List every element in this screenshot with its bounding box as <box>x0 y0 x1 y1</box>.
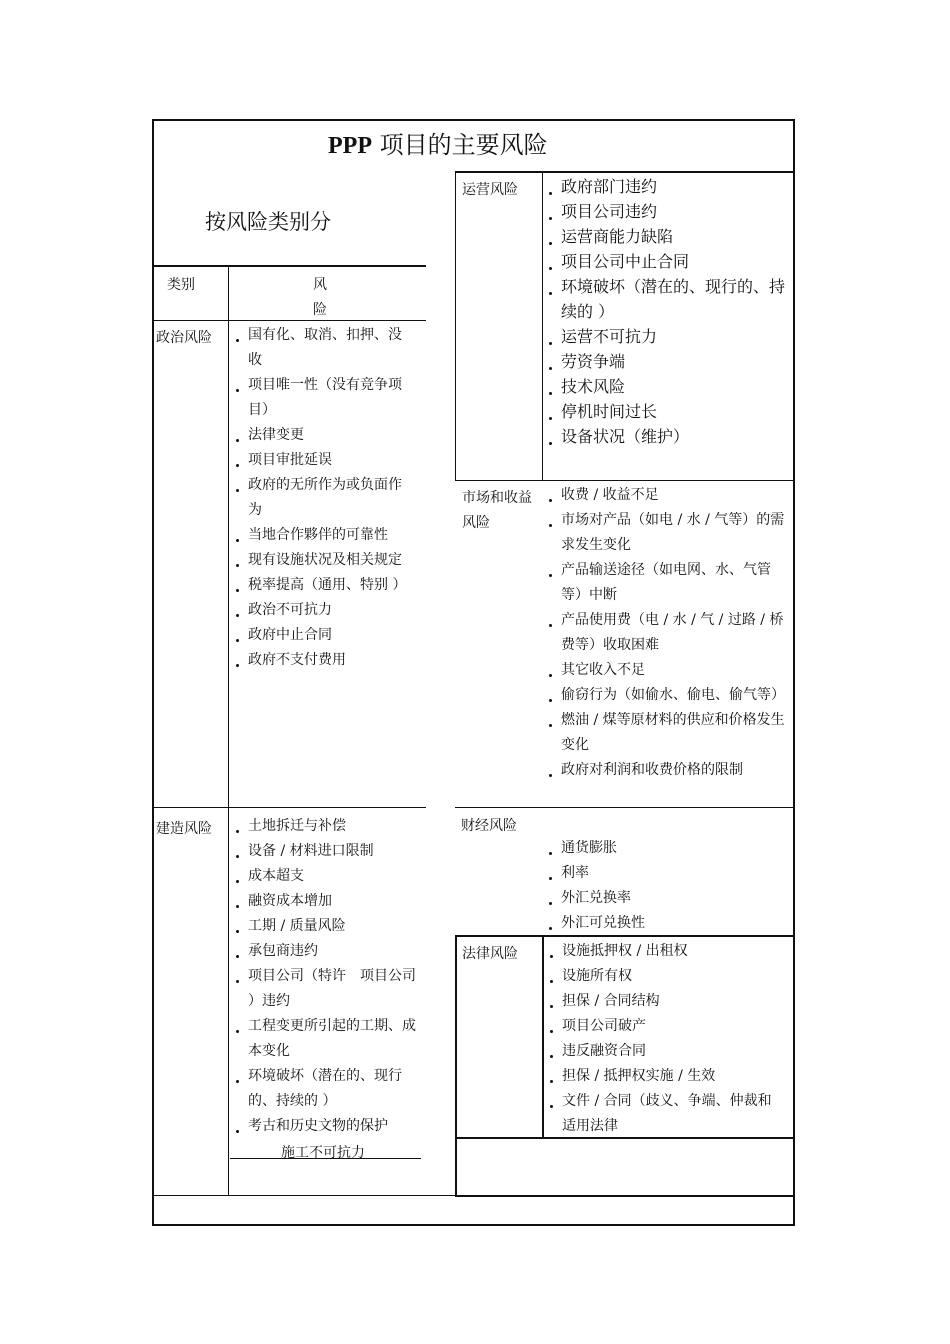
category-market-label: 市场和收益风险 <box>462 490 532 531</box>
left-col-divider <box>228 265 229 1195</box>
list-item: 成本超支 <box>233 864 423 889</box>
list-item: 项目唯一性（没有竞争项目） <box>233 373 413 423</box>
left-line-construction <box>152 807 426 808</box>
category-construction: 建造风险 <box>156 821 212 837</box>
list-item: 现有设施状况及相关规定 <box>233 548 413 573</box>
category-political: 政治风险 <box>156 330 212 346</box>
right-line-market <box>455 480 795 481</box>
operation-risk-list <box>546 174 786 449</box>
list-item: 设施所有权 <box>547 964 779 989</box>
list-item: 考古和历史文物的保护 <box>233 1114 423 1139</box>
list-item: 利率 <box>546 861 786 886</box>
category-market <box>462 486 542 536</box>
outer-border-left <box>152 119 154 1226</box>
left-line-bottom <box>152 1195 455 1196</box>
list-item: 其它收入不足 <box>546 658 788 683</box>
list-item: 外汇兑换率 <box>546 886 786 911</box>
title-text: 项目的主要风险 <box>371 131 548 159</box>
list-item: 担保 / 合同结构 <box>547 989 779 1014</box>
category-legal: 法律风险 <box>462 946 518 962</box>
list-item: 项目公司中止合同 <box>546 249 786 274</box>
construction-footer: 施工不可抗力 <box>281 1145 365 1161</box>
list-item: 产品使用费（电 / 水 / 气 / 过路 / 桥费等）收取困难 <box>546 608 788 658</box>
list-item: 通货膨胀 <box>546 836 786 861</box>
list-item: 政治不可抗力 <box>233 598 413 623</box>
list-item: 偷窃行为（如偷水、偷电、偷气等） <box>546 683 788 708</box>
left-header-bottom-line <box>152 320 426 321</box>
list-item: 停机时间过长 <box>546 399 786 424</box>
list-item: 法律变更 <box>233 423 413 448</box>
list-item: 工期 / 质量风险 <box>233 914 423 939</box>
list-item: 产品输送途径（如电网、水、气管等）中断 <box>546 558 788 608</box>
right-line-empty-bottom <box>455 1195 795 1197</box>
list-item: 融资成本增加 <box>233 889 423 914</box>
list-item: 项目公司（特许 项目公司 ）违约 <box>233 964 423 1014</box>
list-item: 收费 / 收益不足 <box>546 483 788 508</box>
list-item: 文件 / 合同（歧义、争端、仲裁和适用法律 <box>547 1089 779 1139</box>
right-col-divider-top <box>542 171 543 480</box>
list-item: 环境破坏（潜在的、现行的、持续的 ） <box>233 1064 423 1114</box>
list-item: 市场对产品（如电 / 水 / 气等）的需求发生变化 <box>546 508 788 558</box>
subtitle: 按风险类别分 <box>205 210 331 234</box>
list-item: 担保 / 抵押权实施 / 生效 <box>547 1064 779 1089</box>
list-item: 土地拆迁与补偿 <box>233 814 423 839</box>
list-item: 工程变更所引起的工期、成本变化 <box>233 1014 423 1064</box>
category-finance: 财经风险 <box>461 818 517 834</box>
list-item: 劳资争端 <box>546 349 786 374</box>
list-item: 技术风险 <box>546 374 786 399</box>
right-col-divider-bottom <box>542 935 544 1137</box>
list-item: 环境破坏（潜在的、现行的、持续的 ） <box>546 274 786 324</box>
list-item: 政府中止合同 <box>233 623 413 648</box>
list-item: 项目公司破产 <box>547 1014 779 1039</box>
list-item: 设施抵押权 / 出租权 <box>547 939 779 964</box>
list-item: 运营商能力缺陷 <box>546 224 786 249</box>
header-risk-line2: 险 <box>313 302 327 318</box>
list-item: 政府对利润和收费价格的限制 <box>546 758 788 783</box>
page-title <box>328 125 548 160</box>
right-col-left-line-bottom <box>455 935 457 1197</box>
list-item: 燃油 / 煤等原材料的供应和价格发生变化 <box>546 708 788 758</box>
market-risk-list <box>546 483 788 783</box>
header-category: 类别 <box>167 277 195 293</box>
list-item: 项目审批延误 <box>233 448 413 473</box>
header-risk <box>300 273 340 323</box>
list-item: 政府的无所作为或负面作为 <box>233 473 413 523</box>
list-item: 当地合作夥伴的可靠性 <box>233 523 413 548</box>
list-item: 违反融资合同 <box>547 1039 779 1064</box>
outer-border-bottom <box>152 1224 795 1226</box>
construction-risk-list <box>233 814 423 1139</box>
list-item: 政府部门违约 <box>546 174 786 199</box>
finance-risk-list <box>546 836 786 936</box>
list-item: 外汇可兑换性 <box>546 911 786 936</box>
left-header-top-line <box>152 265 426 267</box>
right-line-finance <box>455 807 795 808</box>
outer-border-top <box>152 119 795 121</box>
list-item: 税率提高（通用、特别 ） <box>233 573 413 598</box>
list-item: 设备状况（维护） <box>546 424 786 449</box>
list-item: 国有化、取消、扣押、没收 <box>233 323 413 373</box>
legal-risk-list <box>547 939 779 1139</box>
title-bold: PPP <box>328 133 372 159</box>
list-item: 政府不支付费用 <box>233 648 413 673</box>
right-col-left-line-top <box>455 171 456 480</box>
header-risk-line1: 风 <box>313 277 327 293</box>
list-item: 项目公司违约 <box>546 199 786 224</box>
list-item: 承包商违约 <box>233 939 423 964</box>
political-risk-list <box>233 323 413 673</box>
list-item: 运营不可抗力 <box>546 324 786 349</box>
category-operation: 运营风险 <box>462 182 518 198</box>
list-item: 设备 / 材料进口限制 <box>233 839 423 864</box>
outer-border-right <box>793 119 795 1226</box>
right-top-line <box>455 171 795 173</box>
